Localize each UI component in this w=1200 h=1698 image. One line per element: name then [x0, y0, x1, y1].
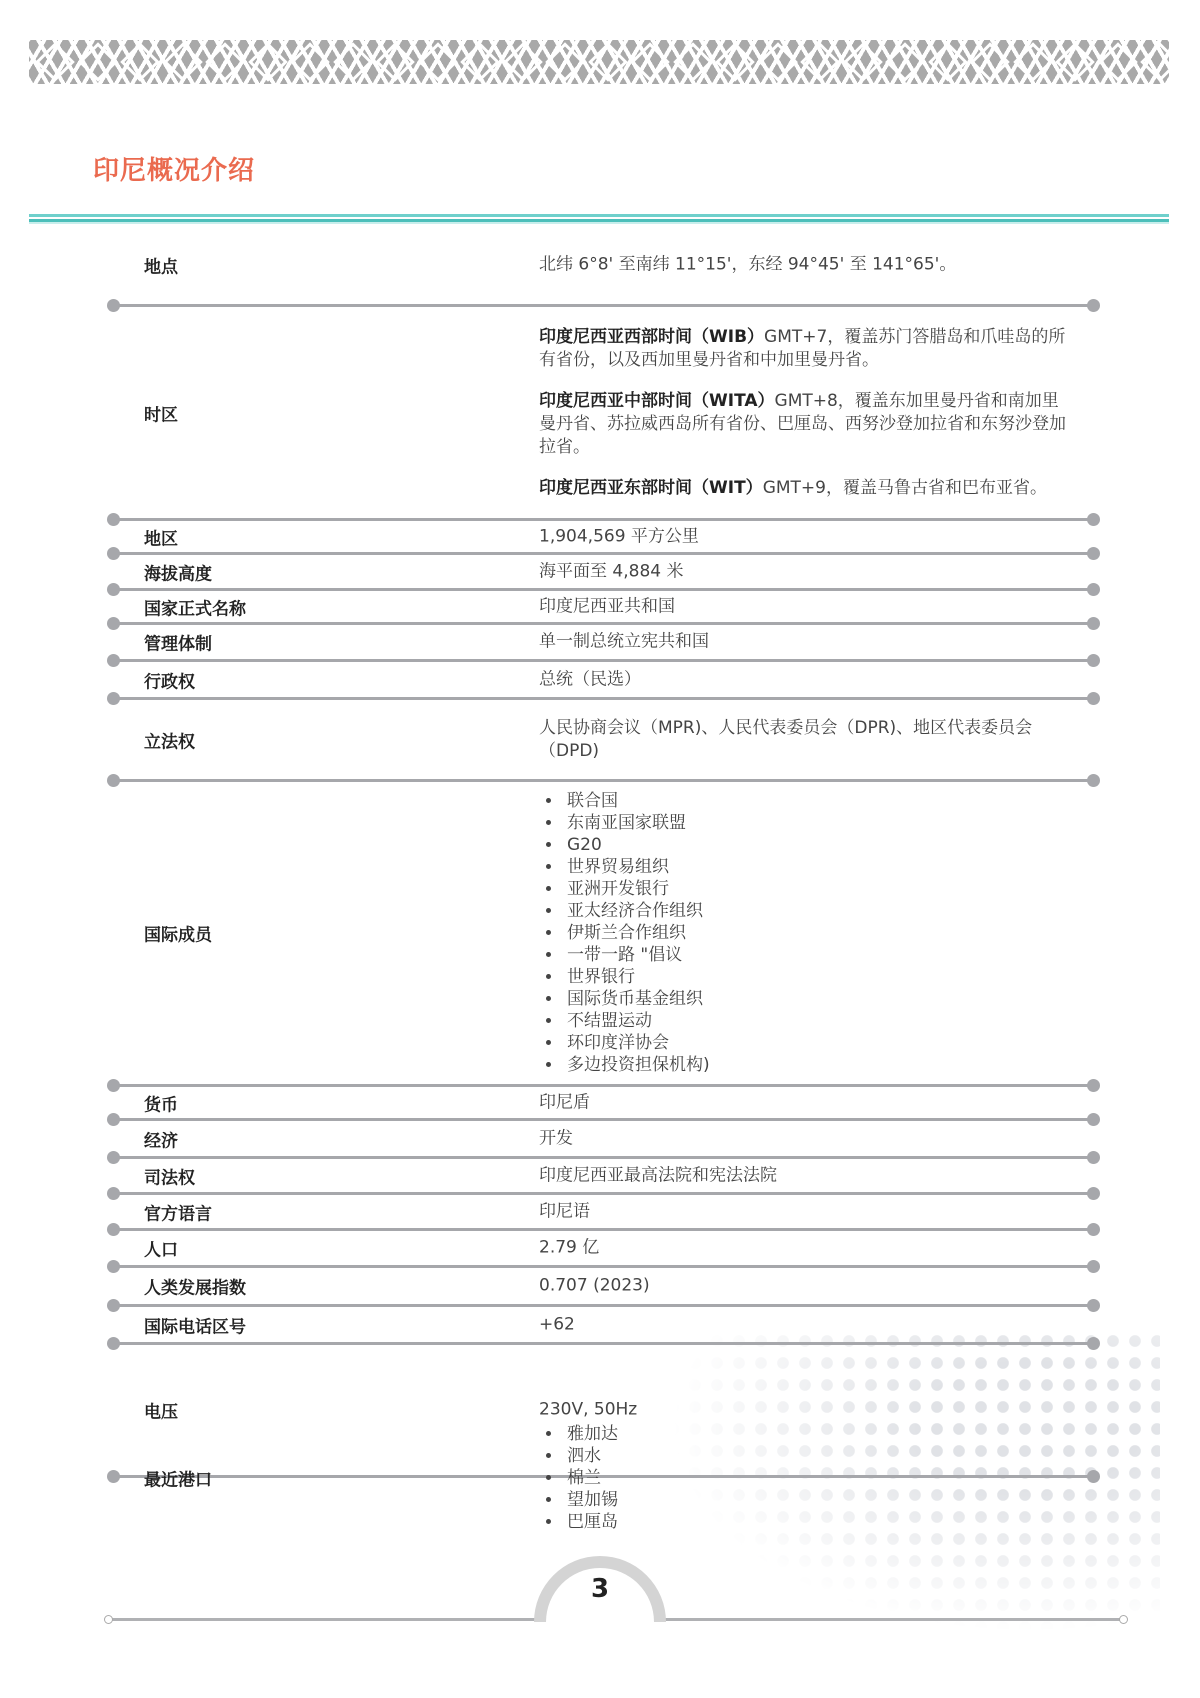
time-zone-desc: GMT+7，覆盖苏门答腊岛和爪哇岛的所有省份，以及西加里曼丹省和中加里曼丹省。 [539, 326, 1066, 370]
list-item: • 不结盟运动 [563, 1010, 1074, 1032]
pattern-diamond [163, 42, 203, 82]
table-row [113, 307, 1094, 518]
pattern-diamond [333, 42, 373, 82]
table-row [113, 591, 1094, 622]
row-value [539, 1423, 1074, 1533]
pattern-diamond [460, 42, 500, 82]
row-value: 1,904,569 平方公里 [539, 526, 699, 546]
list-item: • 泗水 [563, 1445, 1074, 1467]
pattern-diamond [588, 42, 628, 82]
pattern-diamond [970, 42, 1010, 82]
pattern-diamond [545, 42, 585, 82]
row-label: 司法权 [144, 1168, 195, 1188]
pattern-diamond [248, 42, 288, 82]
time-zone-desc: GMT+8，覆盖东加里曼丹省和南加里曼丹省、苏拉威西岛所有省份、巴厘岛、西努沙登加拉省和东努沙登加拉省。 [539, 390, 1066, 457]
list-item: • 多边投资担保机构) [563, 1054, 1074, 1076]
table-row [113, 700, 1094, 779]
pattern-diamond [1140, 42, 1180, 82]
row-value: 2.79 亿 [539, 1237, 600, 1258]
pattern-diamond [885, 42, 925, 82]
table-row [113, 1231, 1094, 1265]
list-item: • 亚洲开发银行 [563, 878, 1074, 900]
pattern-diamond [418, 42, 458, 82]
row-value [539, 326, 1074, 500]
table-row [113, 1121, 1094, 1156]
pattern-diamond [1055, 42, 1095, 82]
list-item: • 国际货币基金组织 [563, 988, 1074, 1010]
time-zone-entry [539, 326, 1074, 372]
row-value: +62 [539, 1314, 575, 1334]
row-label: 时区 [144, 405, 178, 425]
pattern-diamond [630, 42, 670, 82]
pattern-diamond [928, 42, 968, 82]
table-row [113, 1268, 1094, 1304]
row-label: 电压 [144, 1402, 178, 1423]
row-value: 印度尼西亚共和国 [539, 596, 675, 616]
row-value: 人民协商会议（MPR)、人民代表委员会（DPR)、地区代表委员会（DPD) [539, 717, 1033, 761]
pattern-diamond [78, 42, 118, 82]
time-zone-desc: GMT+9，覆盖马鲁古省和巴布亚省。 [762, 477, 1047, 498]
table-row [113, 782, 1094, 1084]
pattern-diamond [205, 42, 245, 82]
table-row [113, 1195, 1094, 1228]
title-divider [29, 214, 1169, 224]
row-label: 地区 [144, 529, 178, 549]
row-label: 官方语言 [144, 1204, 212, 1224]
pattern-diamond [290, 42, 330, 82]
row-value [539, 790, 1074, 1076]
page-number: 3 [590, 1574, 610, 1604]
list-item: • 望加锡 [563, 1489, 1074, 1511]
list-item: • G20 [563, 834, 1074, 856]
row-label: 行政权 [144, 672, 195, 692]
pattern-diamond [843, 42, 883, 82]
pattern-diamond [800, 42, 840, 82]
list-item: • 棉兰 [563, 1467, 1074, 1489]
time-zone-entry [539, 477, 1074, 500]
table-row [113, 1159, 1094, 1192]
bullet-list [539, 1423, 1074, 1533]
list-item: • 伊斯兰合作组织 [563, 922, 1074, 944]
time-zone-name: 印度尼西亚东部时间（WIT） [539, 477, 763, 498]
list-item: • 世界银行 [563, 966, 1074, 988]
row-label: 人口 [144, 1240, 178, 1261]
row-value: 单一制总统立宪共和国 [539, 631, 709, 652]
time-zone-name: 印度尼西亚中部时间（WITA） [539, 390, 775, 411]
time-zone-name: 印度尼西亚西部时间（WIB） [539, 326, 765, 347]
row-label: 国际成员 [144, 925, 212, 946]
pattern-diamond [375, 42, 415, 82]
table-row [113, 662, 1094, 697]
row-label: 货币 [144, 1095, 178, 1115]
bullet-list [539, 790, 1074, 1076]
pattern-diamond [758, 42, 798, 82]
row-value: 印度尼西亚最高法院和宪法法院 [539, 1165, 777, 1185]
row-value: 230V, 50Hz [539, 1399, 638, 1420]
row-label: 最近港口 [144, 1470, 212, 1491]
list-item: • 一带一路 "倡议 [563, 944, 1074, 966]
pattern-diamond [120, 42, 160, 82]
list-item: • 世界贸易组织 [563, 856, 1074, 878]
row-value: 开发 [539, 1128, 573, 1148]
pattern-diamond [503, 42, 543, 82]
row-value: 海平面至 4,884 米 [539, 561, 684, 581]
list-item: • 联合国 [563, 790, 1074, 812]
row-label: 经济 [144, 1131, 178, 1151]
time-zone-entry [539, 390, 1074, 459]
table-row [113, 1087, 1094, 1118]
fact-table [113, 225, 1094, 1532]
row-value: 0.707 (2023) [539, 1275, 650, 1296]
row-value: 印尼盾 [539, 1092, 590, 1112]
pattern-diamond [715, 42, 755, 82]
list-item: • 东南亚国家联盟 [563, 812, 1074, 834]
row-label: 管理体制 [144, 634, 212, 655]
table-row [113, 225, 1094, 304]
list-item: • 环印度洋协会 [563, 1032, 1074, 1054]
row-label: 国际电话区号 [144, 1317, 246, 1337]
list-item: • 雅加达 [563, 1423, 1074, 1445]
row-label: 国家正式名称 [144, 599, 246, 619]
decorative-pattern-banner [29, 40, 1169, 84]
list-item: • 亚太经济合作组织 [563, 900, 1074, 922]
pattern-diamond [35, 42, 75, 82]
table-row [113, 555, 1094, 588]
list-item: • 巴厘岛 [563, 1511, 1074, 1533]
pattern-diamond [1098, 42, 1138, 82]
pattern-diamond [673, 42, 713, 82]
row-label: 海拔高度 [144, 564, 212, 584]
pattern-diamond [1013, 42, 1053, 82]
page-title: 印尼概况介绍 [93, 156, 256, 186]
table-row [113, 625, 1094, 659]
table-row [113, 521, 1094, 552]
row-value: 北纬 6°8' 至南纬 11°15'，东经 94°45' 至 141°65'。 [539, 254, 957, 274]
row-label: 立法权 [144, 732, 195, 752]
table-row [113, 1307, 1094, 1342]
row-value: 印尼语 [539, 1201, 590, 1221]
row-value: 总统（民选） [539, 669, 641, 689]
row-label: 地点 [144, 257, 178, 277]
row-label: 人类发展指数 [144, 1278, 246, 1299]
